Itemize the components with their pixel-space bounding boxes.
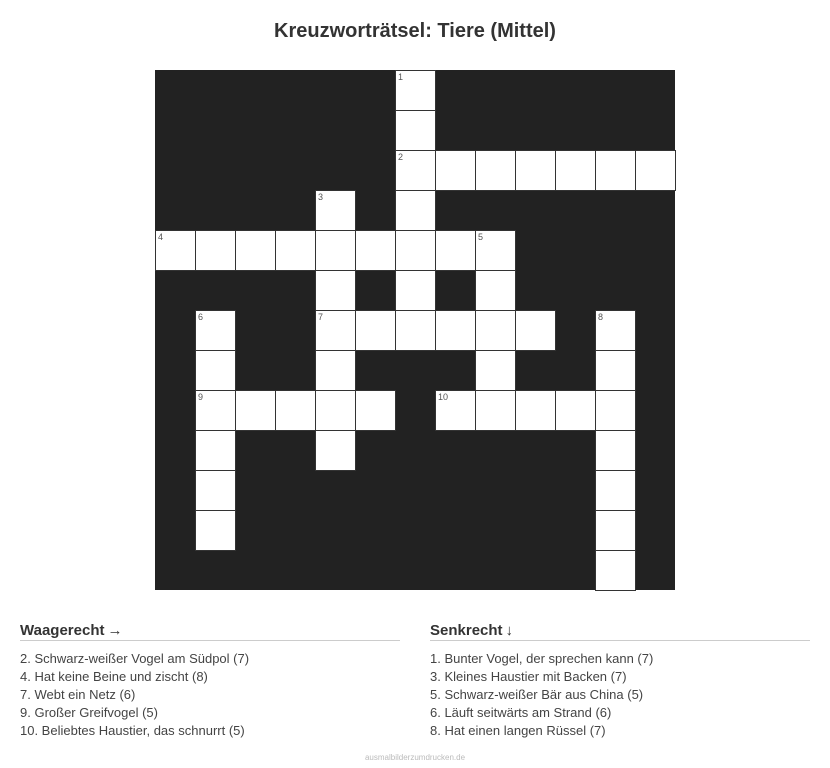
crossword-cell[interactable] bbox=[395, 190, 436, 231]
clue-number: 7 bbox=[318, 312, 324, 322]
crossword-cell[interactable] bbox=[475, 150, 516, 191]
crossword-cell[interactable] bbox=[395, 270, 436, 311]
clue-down: 3. Kleines Haustier mit Backen (7) bbox=[430, 669, 627, 684]
crossword-cell[interactable] bbox=[435, 150, 476, 191]
across-clue-list bbox=[20, 650, 400, 740]
clue-number: 6 bbox=[198, 312, 204, 322]
crossword-cell[interactable] bbox=[475, 390, 516, 431]
crossword-cell[interactable] bbox=[235, 230, 276, 271]
clue-across: 2. Schwarz-weißer Vogel am Südpol (7) bbox=[20, 651, 250, 666]
clue-number: 9 bbox=[198, 392, 204, 402]
crossword-cell[interactable] bbox=[595, 430, 636, 471]
crossword-cell[interactable] bbox=[435, 390, 476, 431]
down-heading bbox=[430, 622, 810, 641]
crossword-cell[interactable] bbox=[555, 150, 596, 191]
across-heading-label: Waagerecht bbox=[20, 622, 105, 639]
crossword-cell[interactable] bbox=[475, 310, 516, 351]
crossword-cell[interactable] bbox=[315, 350, 356, 391]
crossword-cell[interactable] bbox=[195, 310, 236, 351]
crossword-cell[interactable] bbox=[275, 390, 316, 431]
clue-down: 6. Läuft seitwärts am Strand (6) bbox=[430, 705, 612, 720]
crossword-cell[interactable] bbox=[475, 270, 516, 311]
footer-watermark: ausmalbilderzumdrucken.de bbox=[364, 753, 466, 762]
clue-number: 1 bbox=[398, 72, 404, 82]
crossword-cell[interactable] bbox=[195, 430, 236, 471]
crossword-grid bbox=[155, 70, 675, 590]
crossword-cell[interactable] bbox=[195, 350, 236, 391]
crossword-cell[interactable] bbox=[515, 390, 556, 431]
crossword-cell[interactable] bbox=[475, 350, 516, 391]
crossword-cell[interactable] bbox=[315, 310, 356, 351]
clue-number: 10 bbox=[438, 392, 449, 402]
across-heading bbox=[20, 622, 400, 641]
clue-number: 4 bbox=[158, 232, 164, 242]
crossword-cell[interactable] bbox=[595, 550, 636, 591]
clue-number: 3 bbox=[318, 192, 324, 202]
crossword-cell[interactable] bbox=[515, 310, 556, 351]
crossword-cell[interactable] bbox=[395, 310, 436, 351]
crossword-cell[interactable] bbox=[315, 230, 356, 271]
crossword-cell[interactable] bbox=[395, 110, 436, 151]
crossword-cell[interactable] bbox=[195, 390, 236, 431]
clue-down: 1. Bunter Vogel, der sprechen kann (7) bbox=[430, 651, 654, 666]
crossword-cell[interactable] bbox=[195, 230, 236, 271]
down-clues-section bbox=[430, 622, 810, 740]
clue-across: 9. Großer Greifvogel (5) bbox=[20, 705, 158, 720]
clue-number: 8 bbox=[598, 312, 604, 322]
clue-across: 4. Hat keine Beine und zischt (8) bbox=[20, 669, 208, 684]
crossword-cell[interactable] bbox=[395, 70, 436, 111]
crossword-cell[interactable] bbox=[595, 470, 636, 511]
crossword-cell[interactable] bbox=[195, 470, 236, 511]
clue-number: 2 bbox=[398, 152, 404, 162]
crossword-cell[interactable] bbox=[635, 150, 676, 191]
crossword-cell[interactable] bbox=[315, 430, 356, 471]
clue-number: 5 bbox=[478, 232, 484, 242]
crossword-cell[interactable] bbox=[475, 230, 516, 271]
right-arrow-icon: → bbox=[107, 622, 123, 639]
crossword-cell[interactable] bbox=[515, 150, 556, 191]
crossword-cell[interactable] bbox=[315, 190, 356, 231]
clue-across: 10. Beliebtes Haustier, das schnurrt (5) bbox=[20, 723, 245, 738]
crossword-cell[interactable] bbox=[355, 230, 396, 271]
clue-across: 7. Webt ein Netz (6) bbox=[20, 687, 136, 702]
crossword-cell[interactable] bbox=[195, 510, 236, 551]
down-arrow-icon: ↓ bbox=[505, 622, 514, 639]
crossword-cell[interactable] bbox=[395, 230, 436, 271]
crossword-cell[interactable] bbox=[315, 270, 356, 311]
clue-down: 5. Schwarz-weißer Bär aus China (5) bbox=[430, 687, 644, 702]
crossword-cell[interactable] bbox=[355, 310, 396, 351]
clue-down: 8. Hat einen langen Rüssel (7) bbox=[430, 723, 606, 738]
crossword-cell[interactable] bbox=[155, 230, 196, 271]
crossword-cell[interactable] bbox=[395, 150, 436, 191]
crossword-cell[interactable] bbox=[355, 390, 396, 431]
crossword-cell[interactable] bbox=[235, 390, 276, 431]
crossword-cell[interactable] bbox=[595, 310, 636, 351]
crossword-cell[interactable] bbox=[315, 390, 356, 431]
crossword-cell[interactable] bbox=[435, 230, 476, 271]
across-clues-section bbox=[20, 622, 400, 740]
crossword-cell[interactable] bbox=[275, 230, 316, 271]
down-clue-list bbox=[430, 650, 810, 740]
crossword-cell[interactable] bbox=[595, 150, 636, 191]
crossword-cell[interactable] bbox=[555, 390, 596, 431]
crossword-cell[interactable] bbox=[595, 390, 636, 431]
crossword-cell[interactable] bbox=[595, 510, 636, 551]
down-heading-label: Senkrecht bbox=[430, 622, 503, 639]
crossword-cell[interactable] bbox=[595, 350, 636, 391]
page-title: Kreuzworträtsel: Tiere (Mittel) bbox=[274, 20, 556, 42]
crossword-cell[interactable] bbox=[435, 310, 476, 351]
